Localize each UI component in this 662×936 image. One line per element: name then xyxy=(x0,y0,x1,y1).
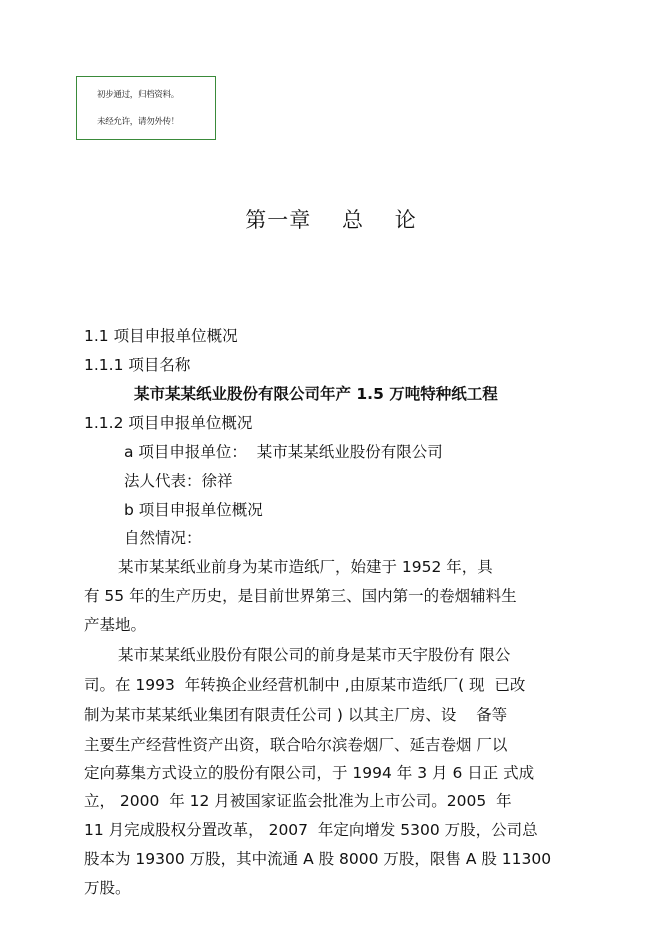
project-name: 某市某某纸业股份有限公司年产 1.5 万吨特种纸工程 xyxy=(134,385,498,403)
section-1-1-heading: 1.1 项目申报单位概况 xyxy=(84,327,238,345)
stamp-line-2: 未经允许，请勿外传！ xyxy=(97,117,180,127)
section-1-1-1-heading: 1.1.1 项目名称 xyxy=(84,356,191,374)
approval-stamp xyxy=(76,76,216,140)
chapter-title: 第一章 总 论 xyxy=(245,208,417,232)
stamp-line-1: 初步通过，归档资料。 xyxy=(97,90,180,100)
paragraph-2-line-7: 11 月完成股权分置改革， 2007 年定向增发 5300 万股，公司总 xyxy=(84,821,538,839)
paragraph-1-line-3: 产基地。 xyxy=(84,616,147,634)
paragraph-2-line-1: 某市某某纸业股份有限公司的前身是某市天宇股份有 限公 xyxy=(118,646,511,664)
applicant-unit: a 项目申报单位： 某市某某纸业股份有限公司 xyxy=(124,443,443,461)
paragraph-2-line-4: 主要生产经营性资产出资，联合哈尔滨卷烟厂、延吉卷烟 厂以 xyxy=(84,736,508,754)
unit-overview-heading: b 项目申报单位概况 xyxy=(124,501,263,519)
paragraph-2-line-5: 定向募集方式设立的股份有限公司，于 1994 年 3 月 6 日正 式成 xyxy=(84,764,535,782)
section-1-1-2-heading: 1.1.2 项目申报单位概况 xyxy=(84,414,253,432)
natural-conditions-label: 自然情况： xyxy=(124,529,202,547)
paragraph-1-line-2: 有 55 年的生产历史，是目前世界第三、国内第一的卷烟辅料生 xyxy=(84,587,517,605)
paragraph-2-line-2: 司。在 1993 年转换企业经营机制中 ,由原某市造纸厂( 现 已改 xyxy=(84,676,526,694)
paragraph-2-line-6: 立， 2000 年 12 月被国家证监会批准为上市公司。2005 年 xyxy=(84,792,512,810)
paragraph-2-line-3: 制为某市某某纸业集团有限责任公司 ) 以其主厂房、设 备等 xyxy=(84,706,508,724)
paragraph-2-line-8: 股本为 19300 万股，其中流通 A 股 8000 万股，限售 A 股 11300 xyxy=(84,850,552,868)
legal-representative: 法人代表：徐祥 xyxy=(124,472,233,490)
paragraph-1-line-1: 某市某某纸业前身为某市造纸厂，始建于 1952 年，具 xyxy=(118,558,493,576)
paragraph-2-line-9: 万股。 xyxy=(84,879,131,897)
